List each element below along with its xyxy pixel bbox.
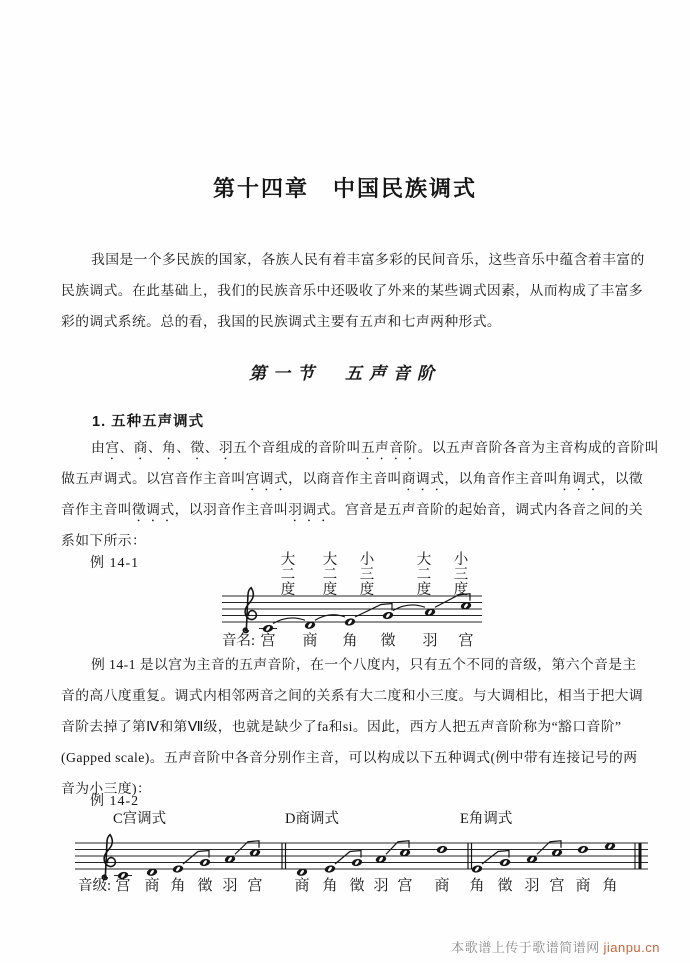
svg-text:商: 商 [434,878,450,894]
svg-text:三: 三 [453,567,469,583]
chapter-title: 第十四章 中国民族调式 [212,176,477,201]
whole-note [436,845,448,854]
text-line: 做五声调式。以宫音作主音叫宫调式，以商音作主音叫商调式，以角音作主音叫角调式，以徵 [61,471,644,486]
svg-text:D商调式: D商调式 [285,811,339,827]
svg-text:徵: 徵 [349,878,365,894]
svg-text:小: 小 [453,552,469,568]
text-line: 彩的调式系统。总的看，我国的民族调式主要有五声和七声两种形式。 [61,314,502,329]
subsection-heading: 1. 五种五声调式 [92,414,205,430]
svg-text:三: 三 [359,567,375,583]
watermark [451,937,660,956]
svg-text:二: 二 [416,567,432,583]
explanation-paragraph [61,649,644,804]
svg-text:羽: 羽 [422,633,438,649]
text-line: 例 14-1 是以宫为主音的五声音阶，在一个八度内，只有五个不同的音级，第六个音是主 [91,657,637,672]
text-line: 民族调式。在此基础上，我们的民族音乐中还吸收了外来的某些调式因素，从而构成了丰富多 [61,283,644,298]
interval-label [281,551,296,598]
svg-text:角: 角 [342,633,358,649]
text-line: (Gapped scale)。五声音阶中各音分别作主音，可以构成以下五种调式(例中带有连接记号的两 [61,750,638,765]
text-line: 系如下所示： [61,533,147,548]
mode-section [113,810,261,880]
svg-text:度: 度 [416,582,432,598]
svg-text:徵: 徵 [197,878,213,894]
svg-text:商: 商 [144,878,160,894]
svg-text:宫: 宫 [458,633,474,649]
svg-text:音名:: 音名: [222,633,256,649]
example-14-1-label: 例 14-1 [90,556,140,571]
svg-text:角: 角 [469,878,485,894]
text-line: 音为小三度)： [61,781,152,796]
svg-text:宫: 宫 [115,878,131,894]
example-14-2-label: 例 14-2 [90,794,140,809]
svg-text:宫: 宫 [549,878,565,894]
svg-text:商: 商 [302,633,318,649]
svg-text:商: 商 [294,878,310,894]
whole-note [344,617,356,626]
example-14-2-figure [0,805,690,905]
svg-text:大: 大 [322,552,338,568]
whole-note [577,845,589,854]
svg-text:徵: 徵 [497,878,513,894]
whole-note [199,858,211,867]
svg-text:音级:: 音级: [78,878,112,894]
intro-paragraph [61,244,645,337]
svg-text:二: 二 [280,567,296,583]
text-line: 音阶去掉了第Ⅳ和第Ⅶ级，也就是缺少了fa和si。因此，西方人把五声音阶称为“豁口音阶” [61,719,622,734]
text-line: 我国是一个多民族的国家，各族人民有着丰富多彩的民间音乐，这些音乐中蕴含着丰富的 [91,252,645,267]
svg-text:E角调式: E角调式 [460,811,513,827]
svg-text:二: 二 [322,567,338,583]
interval-label [360,551,375,598]
svg-text:小: 小 [359,552,375,568]
svg-text:宫: 宫 [260,633,276,649]
svg-text:C宫调式: C宫调式 [113,811,167,827]
svg-text:羽: 羽 [222,878,238,894]
svg-text:宫: 宫 [397,878,413,894]
svg-text:羽: 羽 [524,878,540,894]
treble-clef-icon [102,835,115,880]
note-names-row [222,631,474,649]
interval-label [323,551,338,598]
example-14-1-figure [0,545,690,655]
whole-note [351,858,363,867]
text-line: 由宫、商、角、徵、羽五个音组成的音阶叫五声音阶。以五声音阶各音为主音构成的音阶叫 [91,440,659,455]
svg-text:角: 角 [170,878,186,894]
svg-text:徵: 徵 [380,633,396,649]
svg-text:羽: 羽 [373,878,389,894]
whole-note [172,864,184,873]
whole-note [471,864,483,873]
pentatonic-modes-paragraph [61,432,659,556]
svg-text:大: 大 [280,552,296,568]
slur-connector [393,605,425,611]
text-line: 音作主音叫徵调式，以羽音作主音叫羽调式。宫音是五声音阶的起始音，调式内各音之间的关 [61,502,644,517]
staff-lines [222,596,482,622]
svg-text:度: 度 [322,582,338,598]
slur-connector [273,618,305,624]
svg-text:宫: 宫 [247,878,263,894]
watermark-site-url: jianpu.cn [603,940,660,955]
interval-label [417,551,432,598]
svg-text:角: 角 [322,878,338,894]
svg-text:度: 度 [280,582,296,598]
whole-note [259,624,277,633]
svg-text:角: 角 [602,878,618,894]
section-title: 第一节 五声音阶 [249,364,441,383]
svg-text:商: 商 [575,878,591,894]
text-line: 音的高八度重复。调式内相邻两音之间的关系有大二度和小三度。与大调相比，相当于把大调 [61,688,644,703]
treble-clef-icon [243,588,256,633]
whole-note [382,611,394,620]
svg-text:度: 度 [359,582,375,598]
mode-section [460,810,616,874]
whole-note [499,858,511,867]
svg-text:度: 度 [453,582,469,598]
interval-label [454,551,469,598]
svg-text:大: 大 [416,552,432,568]
whole-note [324,864,336,873]
scale-degrees-row [78,876,618,894]
watermark-text: 本歌谱上传于歌谱简谱网 [451,940,604,955]
